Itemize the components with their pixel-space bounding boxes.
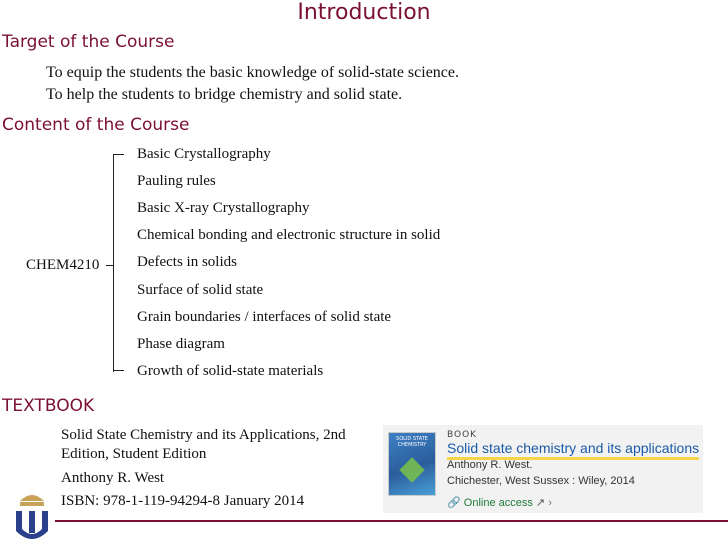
cover-title: SOLID STATE CHEMISTRY [396,436,428,448]
topic-item: Pauling rules [137,173,216,189]
topic-item: Surface of solid state [137,282,264,298]
target-line-1: To equip the students the basic knowledge of solid-state science. [46,64,459,81]
bracket-bottom-tick [113,370,124,371]
university-logo [14,489,50,544]
topic-item: Defects in solids [137,254,237,270]
topic-item: Basic X-ray Crystallography [137,200,310,216]
logo-dome [20,495,44,501]
online-access-link[interactable] [447,496,552,509]
topic-item: Chemical bonding and electronic structure in solid [137,227,441,243]
topic-item: Grain boundaries / interfaces of solid state [137,309,392,325]
topic-item: Growth of solid-state materials [137,363,324,379]
chevron-right-icon: › [548,497,552,509]
record-title-link[interactable]: Solid state chemistry and its applications [447,441,699,460]
topic-bracket [113,154,126,372]
footer-rule [55,520,728,522]
topic-item: Basic Crystallography [137,146,271,162]
online-access-label: Online access [463,497,533,509]
textbook-isbn: ISBN: 978-1-119-94294-8 January 2014 [61,493,305,509]
record-author: Anthony R. West. [447,459,533,471]
page-title: Introduction [297,0,431,25]
book-cover-image[interactable] [388,432,436,496]
textbook-author: Anthony R. West [61,470,165,486]
bracket-middle-tick [106,265,113,266]
external-link-icon: ↗ [535,497,546,509]
textbook-title-line-2: Edition, Student Edition [61,446,207,462]
bracket-top-tick [113,154,124,155]
course-code: CHEM4210 [26,257,100,273]
topic-item: Phase diagram [137,336,225,352]
cover-crystal-graphic [399,457,424,482]
link-icon: 🔗 [447,497,461,509]
textbook-title-line-1: Solid State Chemistry and its Applications, 2nd [61,427,346,443]
logo-band [20,502,44,506]
logo-pillar [29,511,35,533]
record-type-label: BOOK [447,430,478,440]
target-heading: Target of the Course [2,32,175,52]
textbook-heading: TEXTBOOK [2,396,95,416]
record-publisher: Chichester, West Sussex : Wiley, 2014 [447,475,635,487]
library-record-card[interactable] [383,425,703,513]
content-heading: Content of the Course [2,115,190,135]
target-line-2: To help the students to bridge chemistry and solid state. [46,86,403,103]
